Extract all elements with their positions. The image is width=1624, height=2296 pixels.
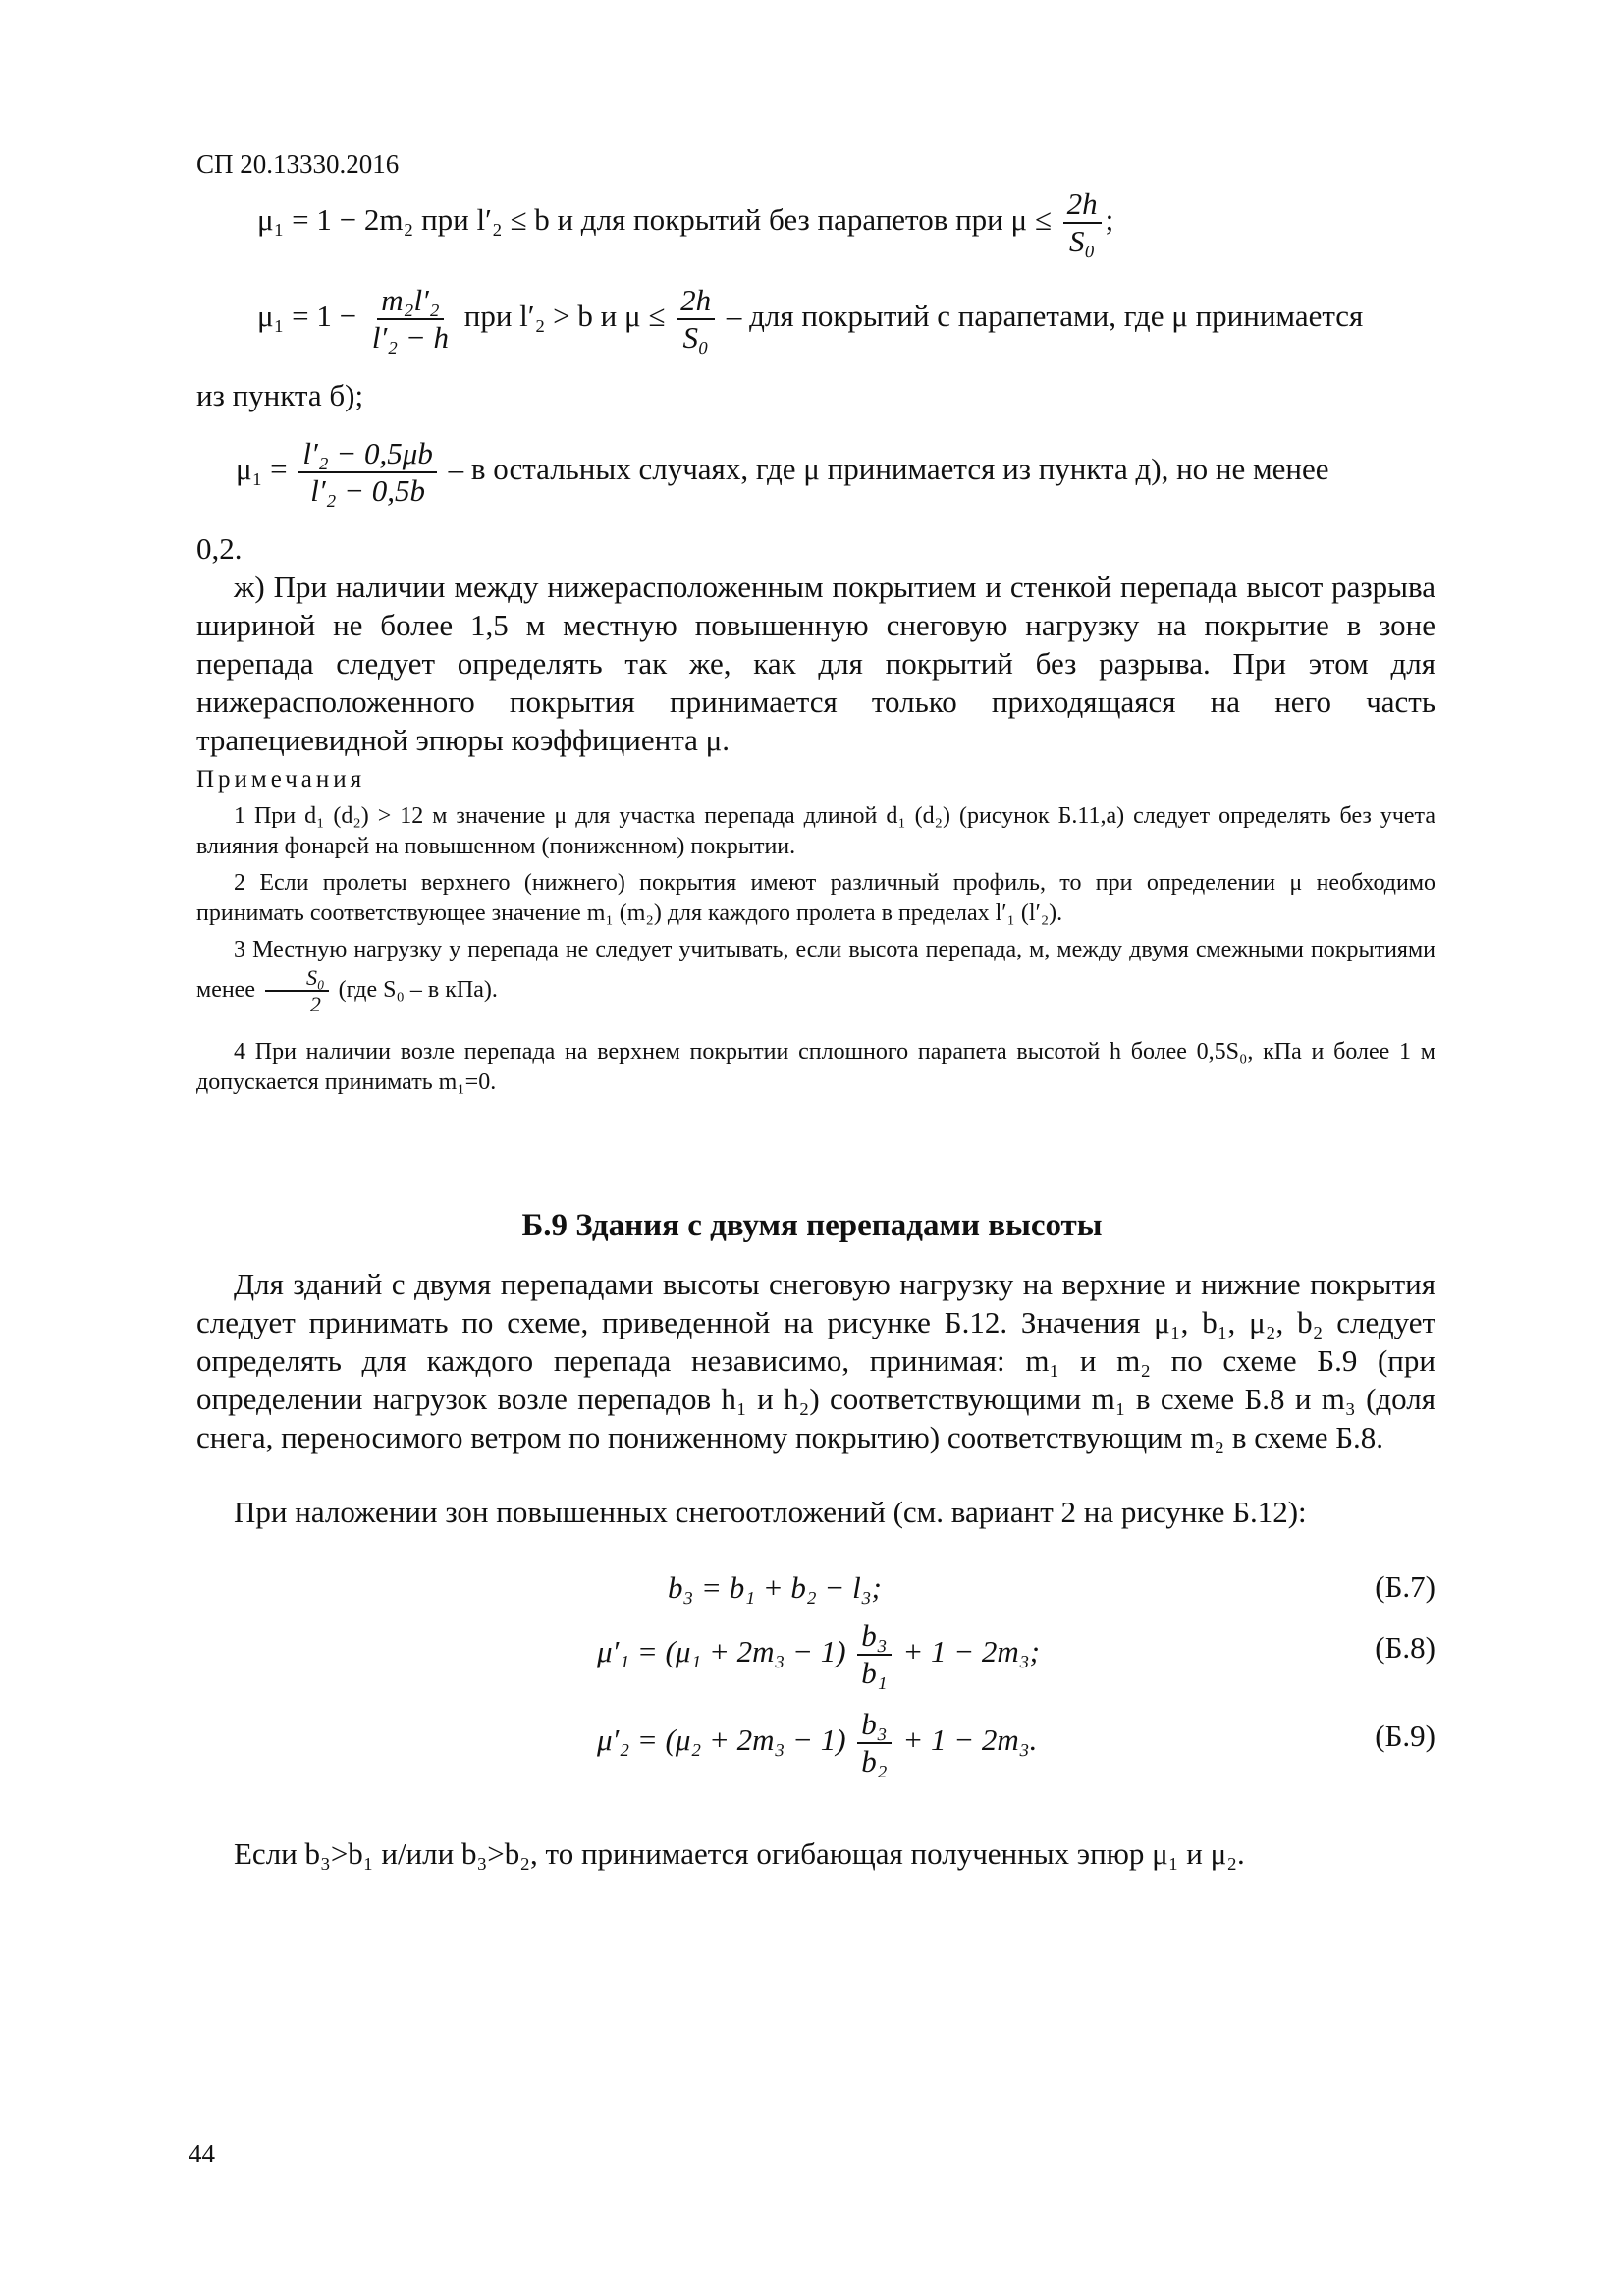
note-1: 1 При d₁ (d₂) > 12 м значение μ для участка перепада длиной d₁ (d₂) (рисунок Б.11,а) следует определять без учета влияния фонарей на повышенном (пониженном) покрытии. [196,803,1435,859]
numerator: 2h [1063,187,1102,224]
section-paragraph-2: При наложении зон повышенных снегоотложений (см. вариант 2 на рисунке Б.12): [234,1495,1307,1529]
numerator: 2h [677,283,715,320]
equation-b7-label: (Б.7) [1375,1569,1435,1604]
section-title: Б.9 Здания с двумя перепадами высоты [521,1208,1103,1243]
fraction [857,1618,891,1690]
section-paragraph-1: Для зданий с двумя перепадами высоты снеговую нагрузку на верхние и нижние покрытия следует принимать по схеме, приведенной на рисунке Б.12. Значения μ₁, b₁, μ₂, b₂ следует определять для каждого перепада независимо, принимая: m₁ и m₂ по схеме Б.9 (при определении нагрузок возле перепадов h₁ и h₂) соответствующими m₁ в схеме Б.8 и m₃ (доля снега, переносимого ветром по пониженному покрытию) соответствующим m₂ в схеме Б.8. [196,1267,1435,1454]
formula-text: μ₁ = [236,451,288,486]
fraction [368,283,453,355]
formula-text: μ′₁ = (μ₁ + 2m₃ − 1) [597,1633,846,1668]
formula-continuation: 0,2. [196,531,243,566]
formula-text: – для покрытий с парапетами, где μ принимается [726,298,1364,333]
note-2: 2 Если пролеты верхнего (нижнего) покрытия имеют различный профиль, то при определении μ необходимо принимать соответствующее значение m₁ (m₂) для каждого пролета в пределах l′₁ (l′₂). [196,870,1435,926]
formula-text: + 1 − 2m₃. [902,1722,1038,1757]
formula-mu1-case3 [236,436,1329,508]
formula-text: + 1 − 2m₃; [902,1633,1040,1668]
numerator: b₃ [857,1707,891,1744]
fraction [265,965,329,1017]
notes-title: Примечания [196,766,366,793]
numerator: l′₂ − 0,5μb [298,436,436,473]
fraction [298,436,436,508]
formula-text: при l′₂ > b и μ ≤ [463,298,666,333]
formula-text: μ₁ = 1 − 2m₂ при l′₂ ≤ b и для покрытий без парапетов при μ ≤ [257,201,1052,237]
denominator: S₀ [682,319,709,355]
denominator: l′₂ − h [371,319,449,355]
denominator: l′₂ − 0,5b [310,472,426,508]
denominator: S₀ [1069,223,1096,258]
section-paragraph-3: Если b₃>b₁ и/или b₃>b₂, то принимается огибающая полученных эпюр μ₁ и μ₂. [234,1836,1245,1871]
fraction [1063,187,1102,258]
page-number: 44 [189,2139,215,2168]
equation-b9 [597,1707,1037,1778]
document-code: СП 20.13330.2016 [196,149,400,179]
fraction [677,283,715,355]
fraction [857,1707,891,1778]
numerator: b₃ [857,1618,891,1656]
denominator: 2 [309,992,321,1017]
formula-continuation: из пункта б); [196,378,364,412]
note-3-text: 3 Местную нагрузку у перепада не следует учитывать, если высота перепада, м, между двумя смежными покрытиями менее [196,937,1435,1003]
formula-text: – в остальных случаях, где μ принимается из пункта д), но не менее [448,451,1329,486]
formula-mu1-case1: μ₁ = 1 − 2m₂ при l′₂ ≤ b и для покрытий без парапетов при μ ≤ $\frac{2h}{\text{S₀}}$ ; [257,187,1114,258]
formula-mu1-case2 [257,283,1363,355]
denominator: b₁ [861,1655,888,1690]
note-3-tail: (где S₀ – в кПа). [338,976,498,1003]
numerator: m₂l′₂ [377,283,443,320]
formula-text: μ′₂ = (μ₂ + 2m₃ − 1) [597,1722,846,1757]
denominator: b₂ [861,1743,888,1778]
equation-b8-label: (Б.8) [1375,1630,1435,1665]
note-4: 4 При наличии возле перепада на верхнем покрытии сплошного парапета высотой h более 0,5S₀, кПа и более 1 м допускается принимать m₁=0. [196,1039,1435,1095]
paragraph-zh: ж) При наличии между нижерасположенным покрытием и стенкой перепада высот разрыва шириной не более 1,5 м местную повышенную снеговую нагрузку на покрытие в зоне перепада следует определять так же, как для покрытий без разрыва. При этом для нижерасположенного покрытия принимается только приходящаяся на него часть трапециевидной эпюры коэффициента μ. [196,570,1435,757]
equation-b8 [597,1618,1040,1690]
equation-b7: b₃ = b₁ + b₂ − l₃; [668,1570,882,1605]
note-3 [196,935,1435,1017]
equation-b9-label: (Б.9) [1375,1719,1435,1753]
formula-text: μ₁ = 1 − [257,298,357,333]
numerator: S₀ [265,965,329,992]
